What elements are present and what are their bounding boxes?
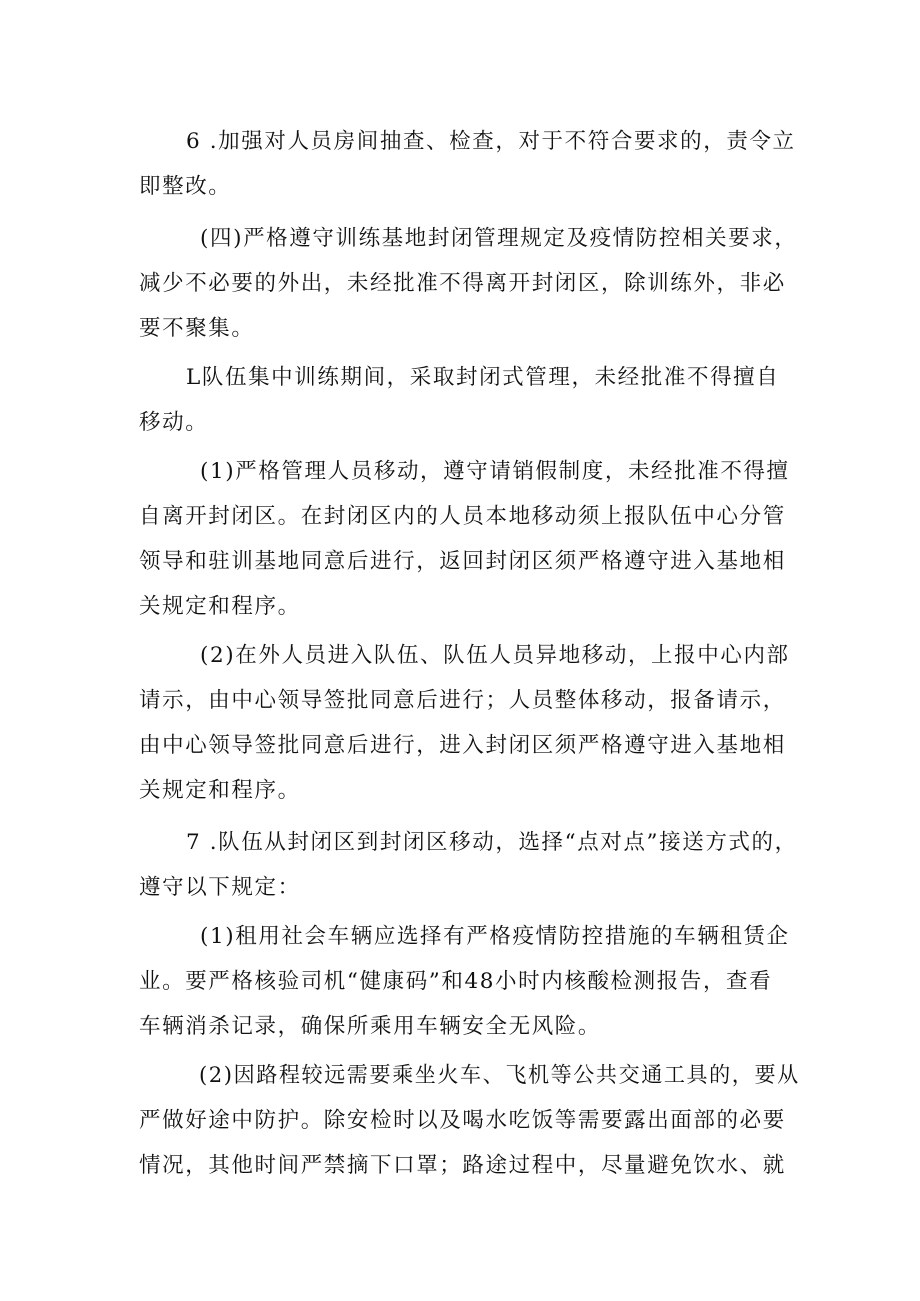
text-line: (1)严格管理人员移动，遵守请销假制度，未经批准不得擅 [200, 459, 790, 484]
text-line: 要不聚集。 [139, 316, 255, 341]
text-line: (2)因路程较远需要乘坐火车、飞机等公共交通工具的，要从 [199, 1063, 800, 1088]
text-line: (四)严格遵守训练基地封闭管理规定及疫情防控相关要求， [200, 226, 798, 251]
text-line: 领导和驻训基地同意后进行，返回封闭区须严格遵守进入基地相 [139, 549, 786, 574]
text-line: (2)在外人员进入队伍、队伍人员异地移动，上报中心内部 [200, 643, 790, 668]
text-line: 移动。 [139, 410, 209, 435]
text-line: 请示，由中心领导签批同意后进行；人员整体移动，报备请示， [139, 688, 786, 713]
text-line: 车辆消杀记录，确保所乘用车辆安全无风险。 [139, 1014, 602, 1039]
text-line: 减少不必要的外出，未经批准不得离开封闭区，除训练外，非必 [139, 271, 786, 296]
text-line: 遵守以下规定： [139, 875, 301, 900]
text-line: 关规定和程序。 [139, 778, 301, 803]
text-line: 自离开封闭区。在封闭区内的人员本地移动须上报队伍中心分管 [139, 504, 786, 529]
text-line: (1)租用社会车辆应选择有严格疫情防控措施的车辆租赁企 [200, 924, 790, 949]
text-line: 即整改。 [139, 174, 232, 199]
text-line: 业。要严格核验司机“健康码”和48小时内核酸检测报告，查看 [139, 969, 773, 994]
text-line: 7 .队伍从封闭区到封闭区移动，选择“点对点”接送方式的， [186, 830, 798, 855]
text-line: 关规定和程序。 [139, 594, 301, 619]
text-line: 6 .加强对人员房间抽查、检查，对于不符合要求的，责令立 [186, 129, 796, 154]
text-line: 严做好途中防护。除安检时以及喝水吃饭等需要露出面部的必要 [139, 1108, 786, 1133]
text-line: 由中心领导签批同意后进行，进入封闭区须严格遵守进入基地相 [139, 733, 786, 758]
text-line: 情况，其他时间严禁摘下口罩；路途过程中，尽量避免饮水、就 [139, 1153, 786, 1178]
text-line: L队伍集中训练期间，采取封闭式管理，未经批准不得擅自 [186, 365, 780, 390]
